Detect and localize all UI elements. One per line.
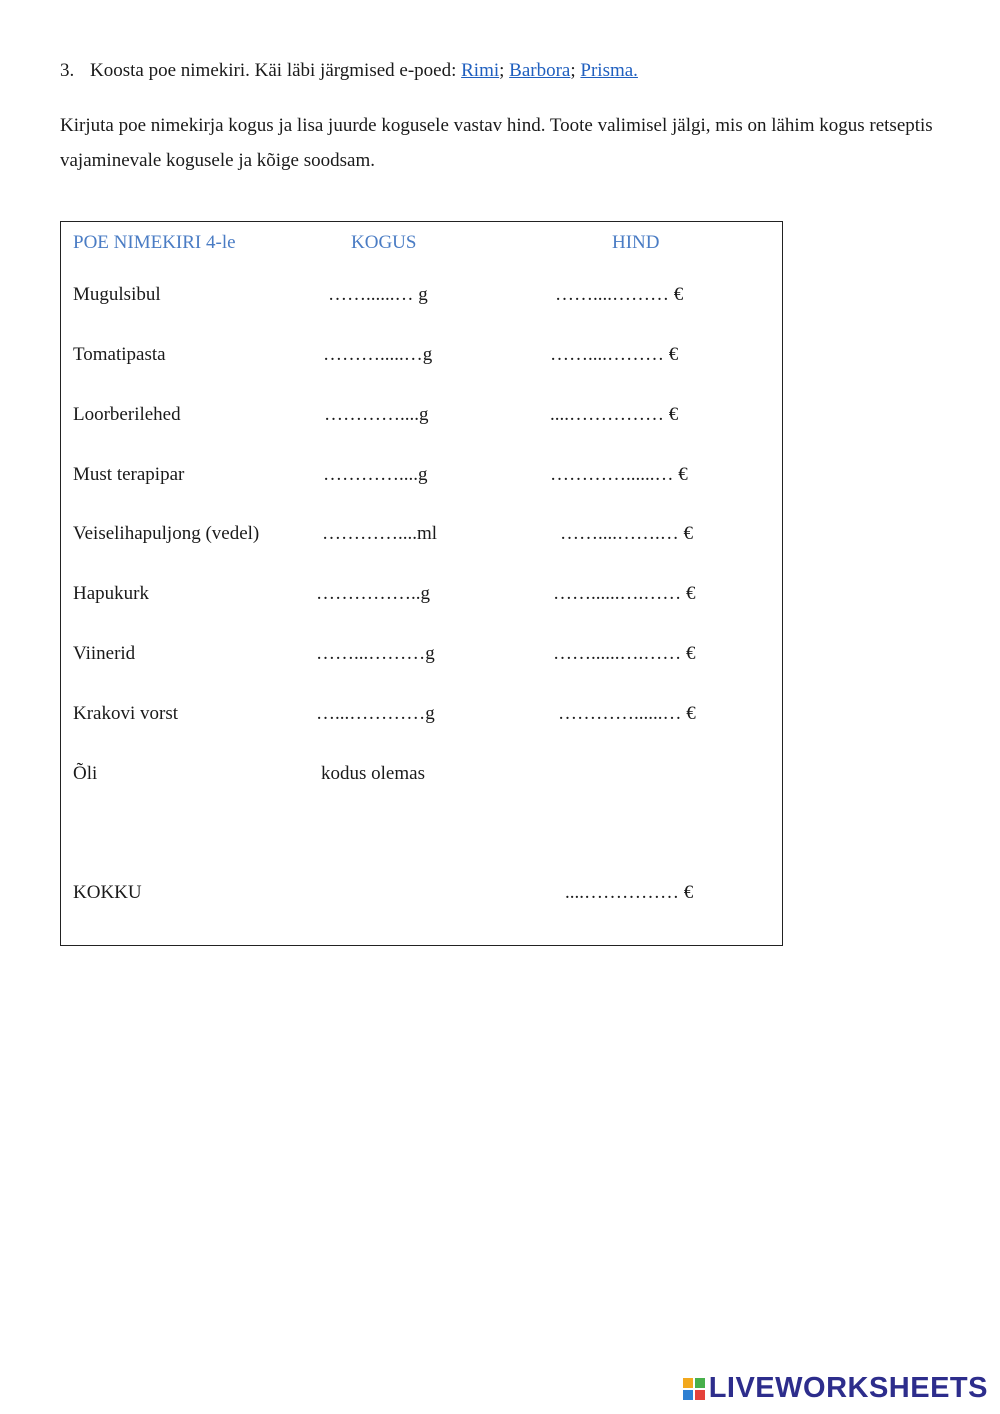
row-6-price[interactable]: ……......….…… € bbox=[553, 583, 696, 604]
logo-square-green bbox=[695, 1378, 705, 1388]
row-5-quantity[interactable]: …………....ml bbox=[322, 523, 438, 544]
row-4-quantity[interactable]: …………....g bbox=[323, 464, 428, 485]
header-price: HIND bbox=[612, 232, 660, 253]
row-2-price[interactable]: ……....……… € bbox=[550, 344, 679, 365]
header-product: POE NIMEKIRI 4-le bbox=[73, 232, 236, 253]
row-6-product: Hapukurk bbox=[73, 583, 149, 604]
row-8-quantity[interactable]: …...…………g bbox=[316, 703, 435, 724]
logo-text: LIVEWORKSHEETS bbox=[708, 1372, 988, 1404]
row-7-product: Viinerid bbox=[73, 643, 136, 664]
total-price[interactable]: ....…………… € bbox=[565, 882, 694, 903]
row-3-price[interactable]: ....…………… € bbox=[550, 404, 679, 425]
row-2-quantity[interactable]: ……….....…g bbox=[323, 344, 433, 365]
link-barbora[interactable]: Barbora bbox=[509, 60, 571, 81]
row-4-price[interactable]: …………......… € bbox=[550, 464, 688, 485]
row-7-price[interactable]: ……......….…… € bbox=[553, 643, 696, 664]
link-rimi[interactable]: Rimi bbox=[461, 60, 500, 81]
task-line: 3. Koosta poe nimekiri. Käi läbi järgmised e-poed: Rimi; Barbora; Prisma. bbox=[60, 60, 638, 81]
task-number: 3. bbox=[60, 60, 75, 81]
row-5-product: Veiselihapuljong (vedel) bbox=[73, 523, 260, 544]
row-8-price[interactable]: …………......… € bbox=[558, 703, 696, 724]
row-4-product: Must terapipar bbox=[73, 464, 185, 485]
instructions: Kirjuta poe nimekirja kogus ja lisa juurde kogusele vastav hind. Toote valimisel jälgi, mis on lähim kogus retseptis vajaminevale kogusele ja kõige soodsam. bbox=[60, 115, 933, 171]
link-prisma[interactable]: Prisma. bbox=[580, 60, 638, 81]
task-text: Koosta poe nimekiri. Käi läbi järgmised e-poed: bbox=[90, 60, 462, 81]
logo-square-red bbox=[695, 1390, 705, 1400]
row-6-quantity[interactable]: ……………..g bbox=[316, 583, 430, 604]
row-9-quantity: kodus olemas bbox=[321, 763, 425, 784]
row-1-quantity[interactable]: ……......… g bbox=[328, 284, 428, 305]
row-7-quantity[interactable]: ……...………g bbox=[316, 643, 435, 664]
row-1-price[interactable]: ……....……… € bbox=[555, 284, 684, 305]
row-5-price[interactable]: ……....…….… € bbox=[560, 523, 693, 544]
logo-squares-icon bbox=[683, 1378, 705, 1400]
total-label: KOKKU bbox=[73, 882, 142, 903]
row-1-product: Mugulsibul bbox=[73, 284, 161, 305]
row-2-product: Tomatipasta bbox=[73, 344, 166, 365]
row-3-product: Loorberilehed bbox=[73, 404, 181, 425]
header-quantity: KOGUS bbox=[351, 232, 417, 253]
liveworksheets-logo bbox=[683, 1372, 988, 1405]
row-9-product: Õli bbox=[73, 763, 98, 784]
row-3-quantity[interactable]: …………....g bbox=[324, 404, 429, 425]
logo-square-orange bbox=[683, 1378, 693, 1388]
logo-square-blue bbox=[683, 1390, 693, 1400]
row-8-product: Krakovi vorst bbox=[73, 703, 179, 724]
